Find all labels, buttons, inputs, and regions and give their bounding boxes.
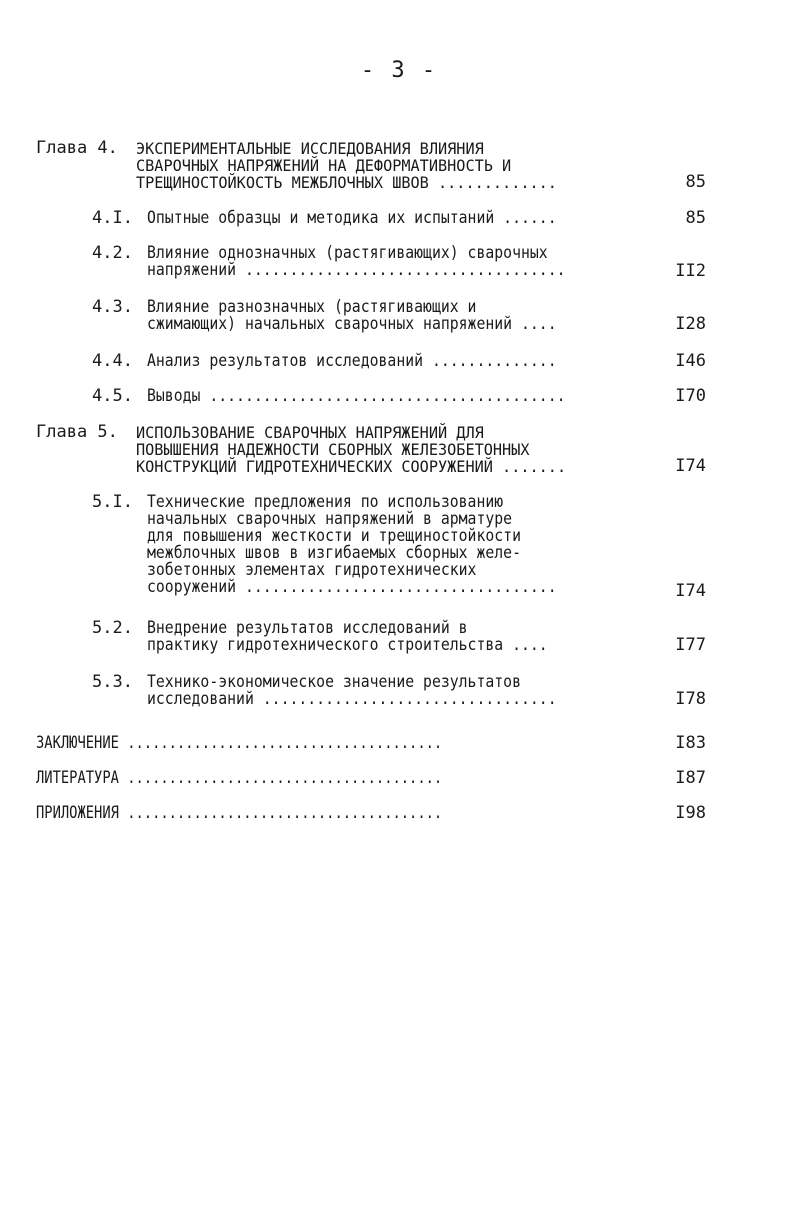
toc-references bbox=[36, 770, 538, 787]
toc-page-number: 85 bbox=[685, 172, 706, 192]
toc-line: напряжений .................................... bbox=[147, 260, 566, 280]
toc-line: ЗАКЛЮЧЕНИЕ ...................................... bbox=[36, 733, 443, 753]
toc-label: 4.I. bbox=[92, 208, 133, 228]
toc-line: сжимающих) начальных сварочных напряжений .... bbox=[147, 314, 557, 334]
toc-label: Глава 4. bbox=[36, 138, 118, 158]
toc-line: ТРЕЩИНОСТОЙКОСТЬ МЕЖБЛОЧНЫХ ШВОВ ............. bbox=[136, 173, 557, 192]
toc-line: ИСПОЛЬЗОВАНИЕ СВАРОЧНЫХ НАПРЯЖЕНИЙ ДЛЯ bbox=[136, 423, 484, 442]
page-number: - 3 - bbox=[360, 58, 438, 83]
toc-line: Анализ результатов исследований .............. bbox=[147, 351, 557, 371]
toc-appendices bbox=[36, 805, 538, 822]
toc-line: СВАРОЧНЫХ НАПРЯЖЕНИЙ НА ДЕФОРМАТИВНОСТЬ И bbox=[136, 156, 512, 175]
toc-page-number: I28 bbox=[675, 314, 706, 334]
toc-page-number: II2 bbox=[675, 261, 706, 281]
toc-conclusion bbox=[36, 735, 538, 752]
toc-line: Технические предложения по использованию bbox=[147, 492, 504, 512]
toc-page-number: I70 bbox=[675, 386, 706, 406]
toc-line: ЭКСПЕРИМЕНТАЛЬНЫЕ ИССЛЕДОВАНИЯ ВЛИЯНИЯ bbox=[136, 139, 484, 158]
toc-label: 4.4. bbox=[92, 351, 133, 371]
toc-page-number: I78 bbox=[675, 689, 706, 709]
toc-line: Технико-экономическое значение результатов bbox=[147, 672, 521, 692]
toc-page-number: I74 bbox=[675, 456, 706, 476]
toc-page-number: I98 bbox=[675, 803, 706, 823]
toc-label: 5.3. bbox=[92, 672, 133, 692]
toc-line: ПРИЛОЖЕНИЯ ...................................... bbox=[36, 803, 443, 823]
toc-line: межблочных швов в изгибаемых сборных желе- bbox=[147, 543, 521, 563]
toc-label: 5.I. bbox=[92, 492, 133, 512]
toc-line: Влияние однозначных (растягивающих) сварочных bbox=[147, 243, 548, 263]
toc-page-number: 85 bbox=[685, 208, 706, 228]
toc-line: ЛИТЕРАТУРА ...................................... bbox=[36, 768, 443, 788]
toc-label: 5.2. bbox=[92, 618, 133, 638]
toc-line: исследований ................................. bbox=[147, 689, 557, 709]
toc-label: Глава 5. bbox=[36, 422, 118, 442]
toc-line: Опытные образцы и методика их испытаний ...... bbox=[147, 208, 557, 228]
toc-label: 4.2. bbox=[92, 243, 133, 263]
toc-page-number: I83 bbox=[675, 733, 706, 753]
toc-page-number: I87 bbox=[675, 768, 706, 788]
toc-line: Влияние разнозначных (растягивающих и bbox=[147, 297, 477, 317]
toc-line: Внедрение результатов исследований в bbox=[147, 618, 468, 638]
toc-page-number: I77 bbox=[675, 635, 706, 655]
toc-line: КОНСТРУКЦИЙ ГИДРОТЕХНИЧЕСКИХ СООРУЖЕНИЙ ....... bbox=[136, 457, 567, 476]
toc-line: сооружений ................................... bbox=[147, 577, 557, 597]
toc-label: 4.5. bbox=[92, 386, 133, 406]
toc-line: зобетонных элементах гидротехнических bbox=[147, 560, 477, 580]
toc-page-number: I46 bbox=[675, 351, 706, 371]
toc-line: начальных сварочных напряжений в арматуре bbox=[147, 509, 513, 529]
toc-page-number: I74 bbox=[675, 581, 706, 601]
toc-line: Выводы ........................................ bbox=[147, 386, 566, 406]
toc-line: для повышения жесткости и трещиностойкости bbox=[147, 526, 521, 546]
toc-label: 4.3. bbox=[92, 297, 133, 317]
toc-line: ПОВЫШЕНИЯ НАДЕЖНОСТИ СБОРНЫХ ЖЕЛЕЗОБЕТОННЫХ bbox=[136, 440, 530, 459]
toc-line: практику гидротехнического строительства .... bbox=[147, 635, 548, 655]
